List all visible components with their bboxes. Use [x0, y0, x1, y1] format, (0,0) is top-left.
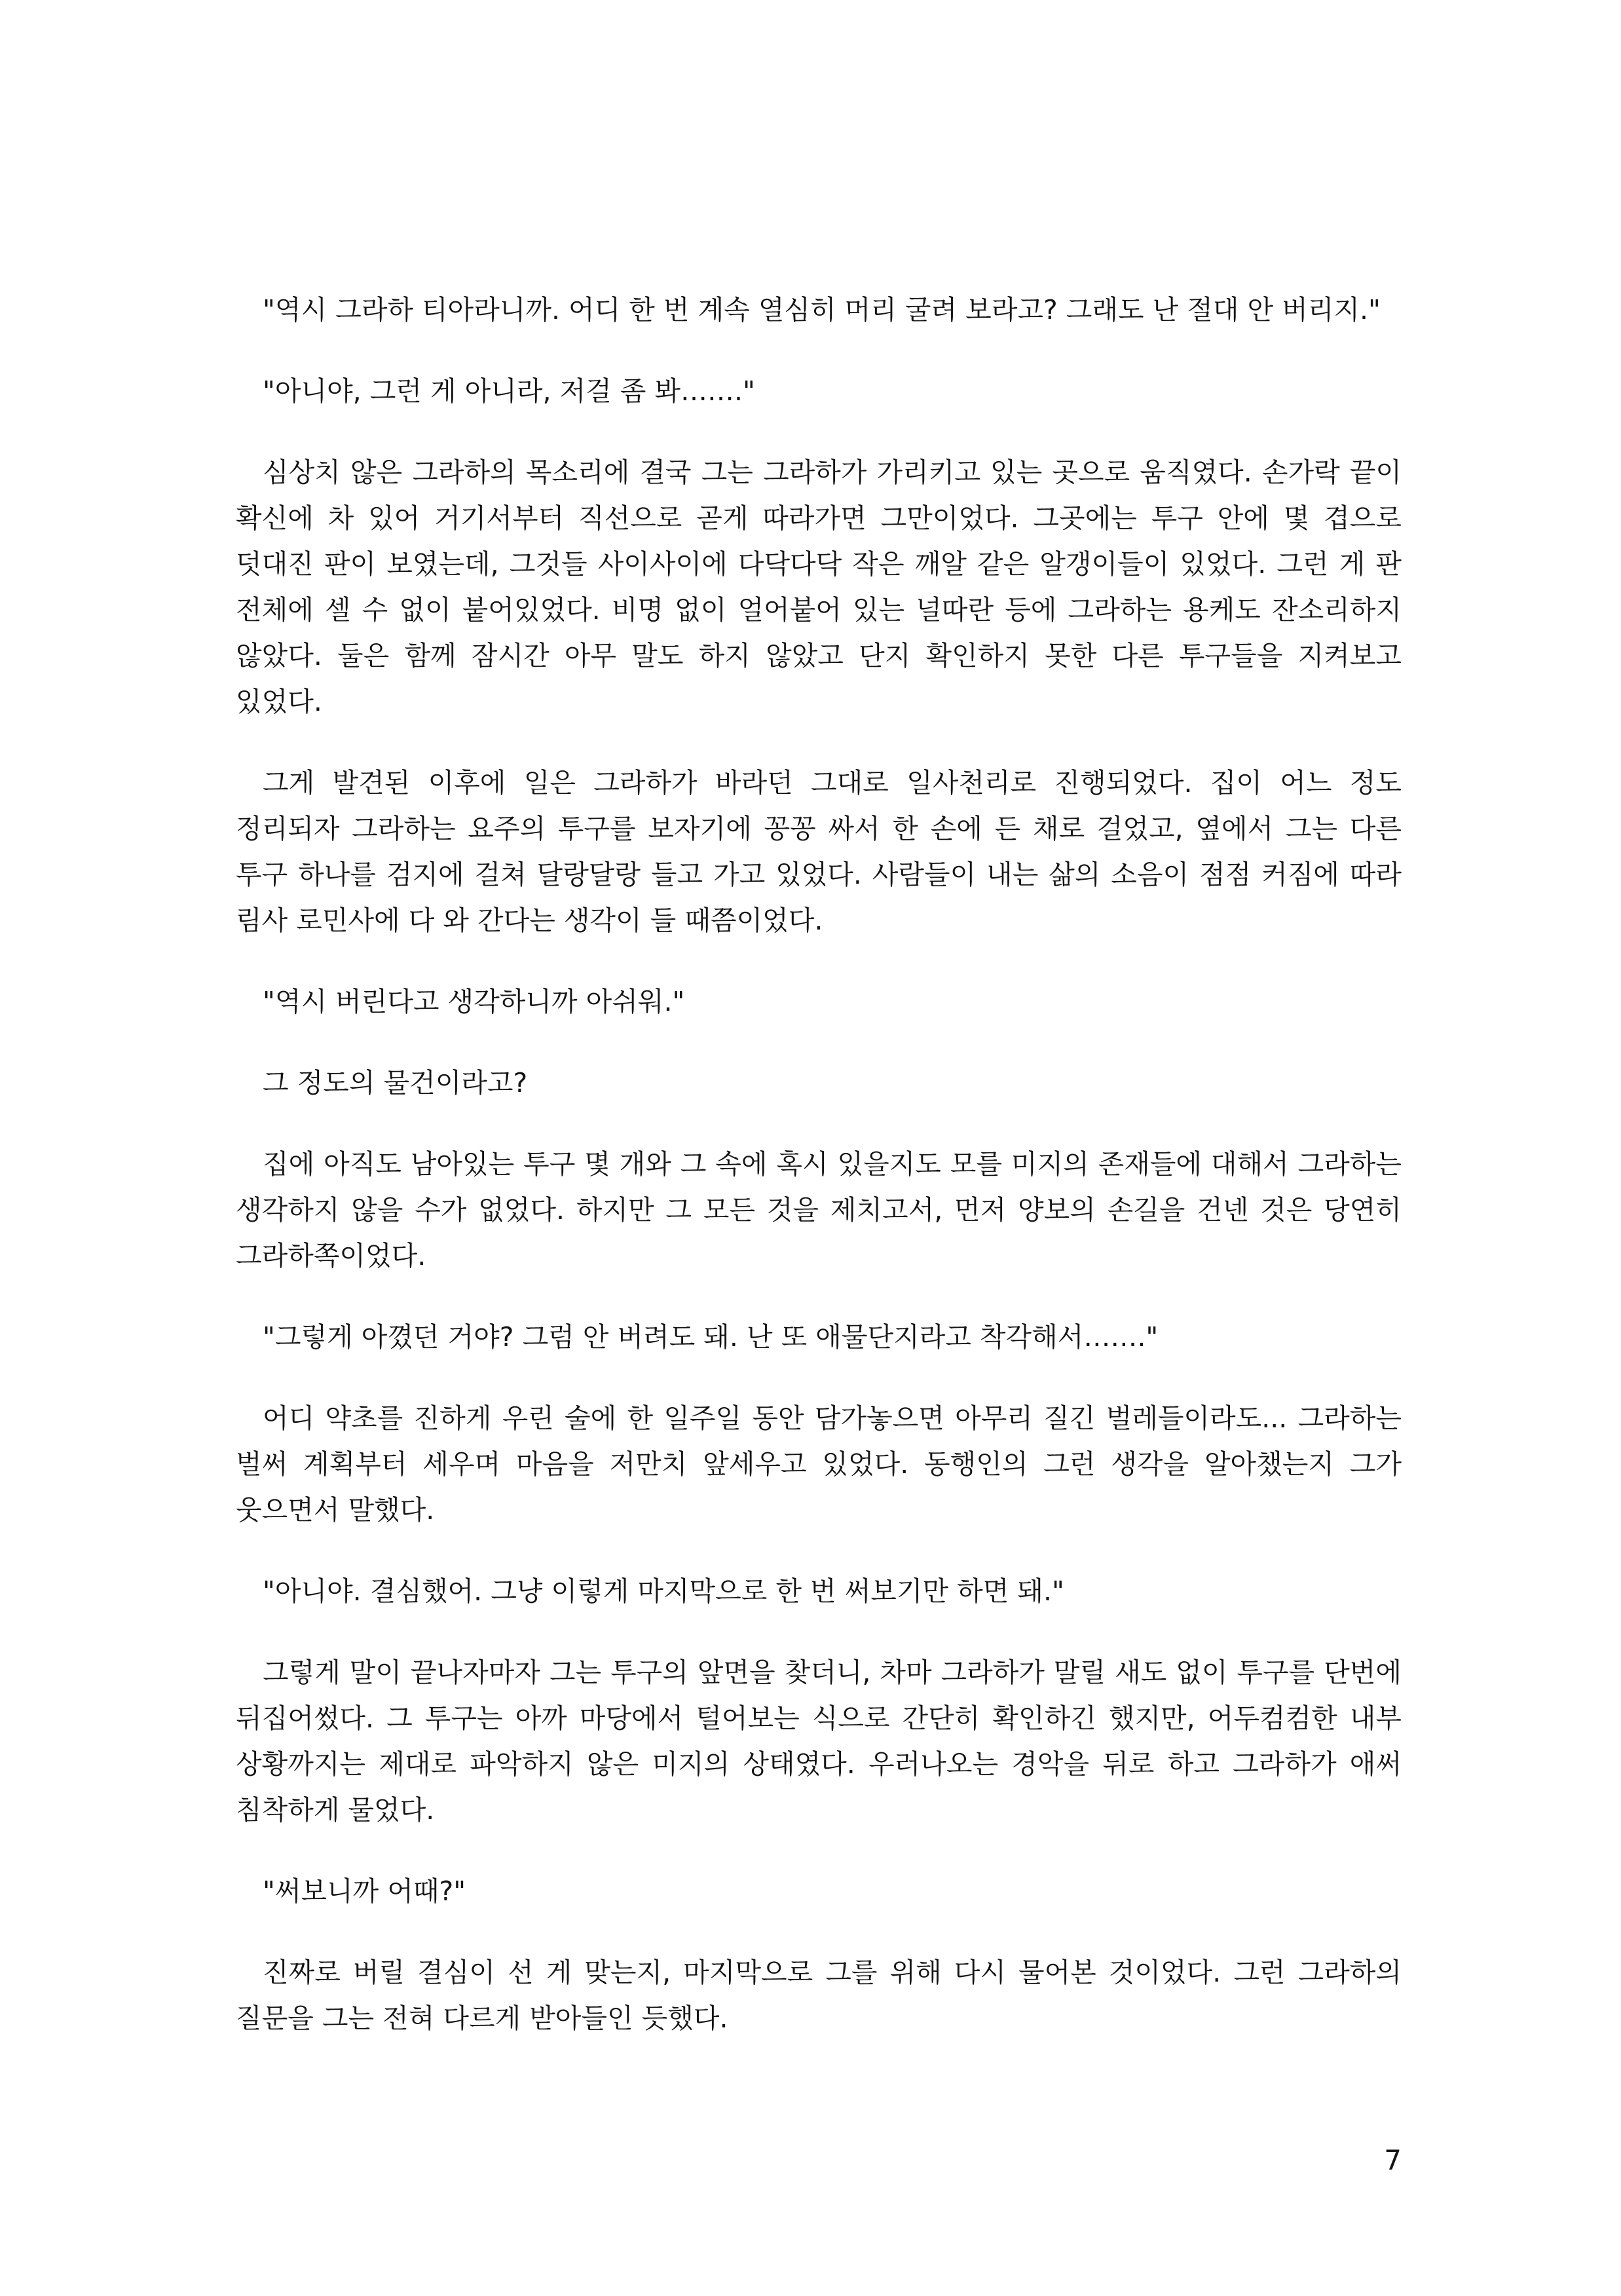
page-body	[236, 287, 1402, 2077]
paragraph: 심상치 않은 그라하의 목소리에 결국 그는 그라하가 가리키고 있는 곳으로 움직였다. 손가락 끝이 확신에 차 있어 거기서부터 직선으로 곧게 따라가면 그만이었다. 그곳에는 투구 안에 몇 겹으로 덧대진 판이 보였는데, 그것들 사이사이에 다닥다닥 작은 깨알 같은 알갱이들이 있었다. 그런 게 판 전체에 셀 수 없이 붙어있었다. 비명 없이 얼어붙어 있는 널따란 등에 그라하는 용케도 잔소리하지 않았다. 둘은 함께 잠시간 아무 말도 하지 않았고 단지 확인하지 못한 다른 투구들을 지켜보고 있었다.	[236, 457, 1402, 717]
paragraph: 집에 아직도 남아있는 투구 몇 개와 그 속에 혹시 있을지도 모를 미지의 존재들에 대해서 그라하는 생각하지 않을 수가 없었다. 하지만 그 모든 것을 제치고서, 먼저 양보의 손길을 건넨 것은 당연히 그라하쪽이었다.	[236, 1148, 1402, 1271]
paragraph: "역시 그라하 티아라니까. 어디 한 번 계속 열심히 머리 굴려 보라고? 그래도 난 절대 안 버리지."	[263, 294, 1381, 326]
paragraph: "써보니까 어때?"	[263, 1875, 466, 1907]
paragraph: 그게 발견된 이후에 일은 그라하가 바라던 그대로 일사천리로 진행되었다. 집이 어느 정도 정리되자 그라하는 요주의 투구를 보자기에 꽁꽁 싸서 한 손에 든 채로 걸었고, 옆에서 그는 다른 투구 하나를 검지에 걸쳐 달랑달랑 들고 가고 있었다. 사람들이 내는 삶의 소음이 점점 커짐에 따라 림사 로민사에 다 와 간다는 생각이 들 때쯤이었다.	[236, 767, 1402, 936]
paragraph: 그 정도의 물건이라고?	[263, 1067, 528, 1099]
paragraph: "아니야, 그런 게 아니라, 저걸 좀 봐……."	[263, 375, 755, 407]
paragraph: 어디 약초를 진하게 우린 술에 한 일주일 동안 담가놓으면 아무리 질긴 벌레들이라도... 그라하는 벌써 계획부터 세우며 마음을 저만치 앞세우고 있었다. 동행인의 그런 생각을 알아챘는지 그가 웃으면서 말했다.	[236, 1402, 1402, 1526]
page-number: 7	[1384, 2144, 1402, 2176]
paragraph: "아니야. 결심했어. 그냥 이렇게 마지막으로 한 번 써보기만 하면 돼."	[263, 1575, 1064, 1607]
paragraph: "그렇게 아꼈던 거야? 그럼 안 버려도 돼. 난 또 애물단지라고 착각해서……."	[263, 1321, 1159, 1353]
paragraph: 진짜로 버릴 결심이 선 게 맞는지, 마지막으로 그를 위해 다시 물어본 것이었다. 그런 그라하의 질문을 그는 전혀 다르게 받아들인 듯했다.	[236, 1957, 1402, 2034]
paragraph: 그렇게 말이 끝나자마자 그는 투구의 앞면을 찾더니, 차마 그라하가 말릴 새도 없이 투구를 단번에 뒤집어썼다. 그 투구는 아까 마당에서 털어보는 식으로 간단히 확인하긴 했지만, 어두컴컴한 내부 상황까지는 제대로 파악하지 않은 미지의 상태였다. 우러나오는 경악을 뒤로 하고 그라하가 애써 침착하게 물었다.	[236, 1657, 1402, 1826]
paragraph: "역시 버린다고 생각하니까 아쉬워."	[263, 986, 685, 1017]
